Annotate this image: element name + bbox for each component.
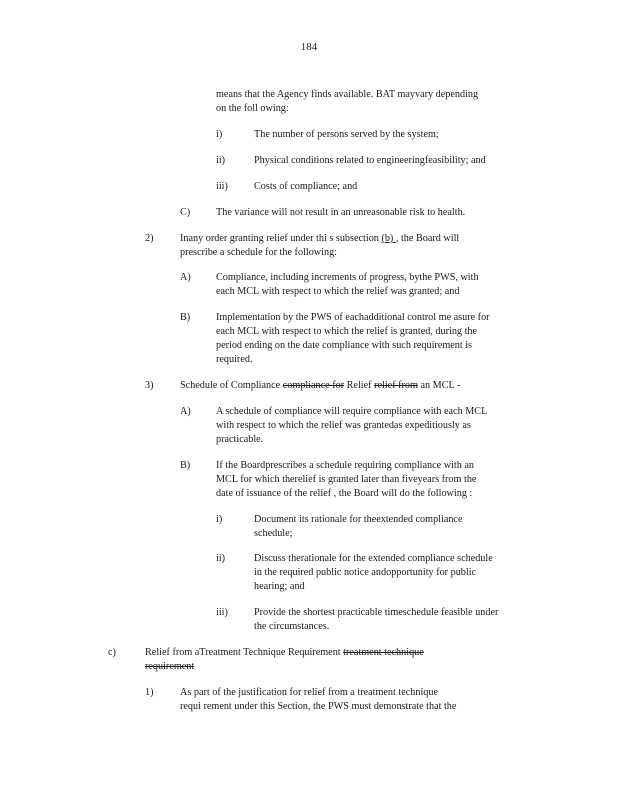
item-c1-label: 1) bbox=[145, 687, 154, 698]
item-2A-label: A) bbox=[180, 272, 191, 283]
item-C-text: The variance will not result in an unreasonable risk to health. bbox=[216, 207, 466, 218]
item-c1-line-1: As part of the justification for relief from a treatment technique bbox=[180, 687, 438, 698]
factor-text: Physical conditions related to engineeringfeasibility; and bbox=[254, 155, 486, 166]
item-3B-ii-line-1: Discuss therationale for the extended compliance schedule bbox=[254, 553, 493, 564]
page-number: 184 bbox=[300, 41, 318, 53]
item-c-heading bbox=[145, 646, 424, 660]
item-c-line-2 bbox=[145, 660, 194, 674]
item-3B-i-label: i) bbox=[216, 514, 223, 525]
item-3-text-c: an MCL - bbox=[417, 380, 461, 391]
subsection-reference: (b) bbox=[381, 233, 396, 244]
strikethrough-text: treatment technique bbox=[343, 647, 424, 658]
item-2-text-a: Inany order granting relief under thi s subsection bbox=[180, 233, 382, 244]
item-C-label: C) bbox=[180, 207, 191, 218]
item-3A-line-2: with respect to which the relief was grantedas expeditiously as bbox=[216, 420, 471, 431]
item-2-line-2: prescribe a schedule for the following: bbox=[180, 247, 338, 258]
strikethrough-text: relief from bbox=[374, 380, 418, 391]
item-3B-iii-line-2: the circumstances. bbox=[254, 621, 330, 632]
item-2B-label: B) bbox=[180, 312, 191, 323]
factor-label: ii) bbox=[216, 155, 226, 166]
item-3B-line-3: date of issuance of the relief , the Board will do the following : bbox=[216, 488, 473, 499]
item-2-line-1 bbox=[180, 232, 459, 246]
strikethrough-text: compliance for bbox=[282, 380, 345, 391]
item-3-heading bbox=[180, 379, 460, 393]
item-3B-iii-label: iii) bbox=[216, 607, 228, 618]
item-3B-label: B) bbox=[180, 460, 191, 471]
factor-text: Costs of compliance; and bbox=[254, 181, 358, 192]
intro-line-1: means that the Agency finds available. BAT mayvary depending bbox=[216, 89, 479, 100]
item-3B-ii-line-2: in the required public notice andopportunity for public bbox=[254, 567, 477, 578]
factor-label: i) bbox=[216, 129, 223, 140]
item-c-label: c) bbox=[108, 647, 116, 658]
item-2-label: 2) bbox=[145, 233, 154, 244]
item-3A-label: A) bbox=[180, 406, 191, 417]
item-3A-line-1: A schedule of compliance will require compliance with each MCL bbox=[216, 406, 488, 417]
item-c-text: Relief from aTreatment Technique Requirement bbox=[145, 647, 344, 658]
item-3B-i-line-2: schedule; bbox=[254, 528, 293, 539]
intro-line-2: on the foll owing: bbox=[216, 103, 289, 114]
item-3-text-a: Schedule of Compliance bbox=[180, 380, 283, 391]
item-3B-ii-label: ii) bbox=[216, 553, 226, 564]
item-3-text-b: Relief bbox=[344, 380, 375, 391]
item-3B-iii-line-1: Provide the shortest practicable timeschedule feasible under bbox=[254, 607, 499, 618]
item-c1-line-2: requi rement under this Section, the PWS must demonstrate that the bbox=[180, 701, 457, 712]
item-2A-line-2: each MCL with respect to which the relief was granted; and bbox=[216, 286, 460, 297]
item-3B-line-1: If the Boardprescribes a schedule requiring compliance with an bbox=[216, 460, 474, 471]
item-2B-line-4: required. bbox=[216, 354, 253, 365]
item-2B-line-2: each MCL with respect to which the relief is granted, during the bbox=[216, 326, 478, 337]
item-2A-line-1: Compliance, including increments of progress, bythe PWS, with bbox=[216, 272, 479, 283]
item-3-label: 3) bbox=[145, 380, 154, 391]
factor-label: iii) bbox=[216, 181, 228, 192]
factor-text: The number of persons served by the system; bbox=[254, 129, 439, 140]
item-3A-line-3: practicable. bbox=[216, 434, 264, 445]
item-2B-line-3: period ending on the date compliance with such requirement is bbox=[216, 340, 473, 351]
item-3B-line-2: MCL for which therelief is granted later than fiveyears from the bbox=[216, 474, 477, 485]
strikethrough-text: requirement bbox=[145, 661, 195, 672]
item-3B-i-line-1: Document its rationale for theextended compliance bbox=[254, 514, 463, 525]
item-3B-ii-line-3: hearing; and bbox=[254, 581, 305, 592]
item-2-text-b: , the Board will bbox=[395, 233, 460, 244]
item-2B-line-1: Implementation by the PWS of eachadditional control me asure for bbox=[216, 312, 490, 323]
